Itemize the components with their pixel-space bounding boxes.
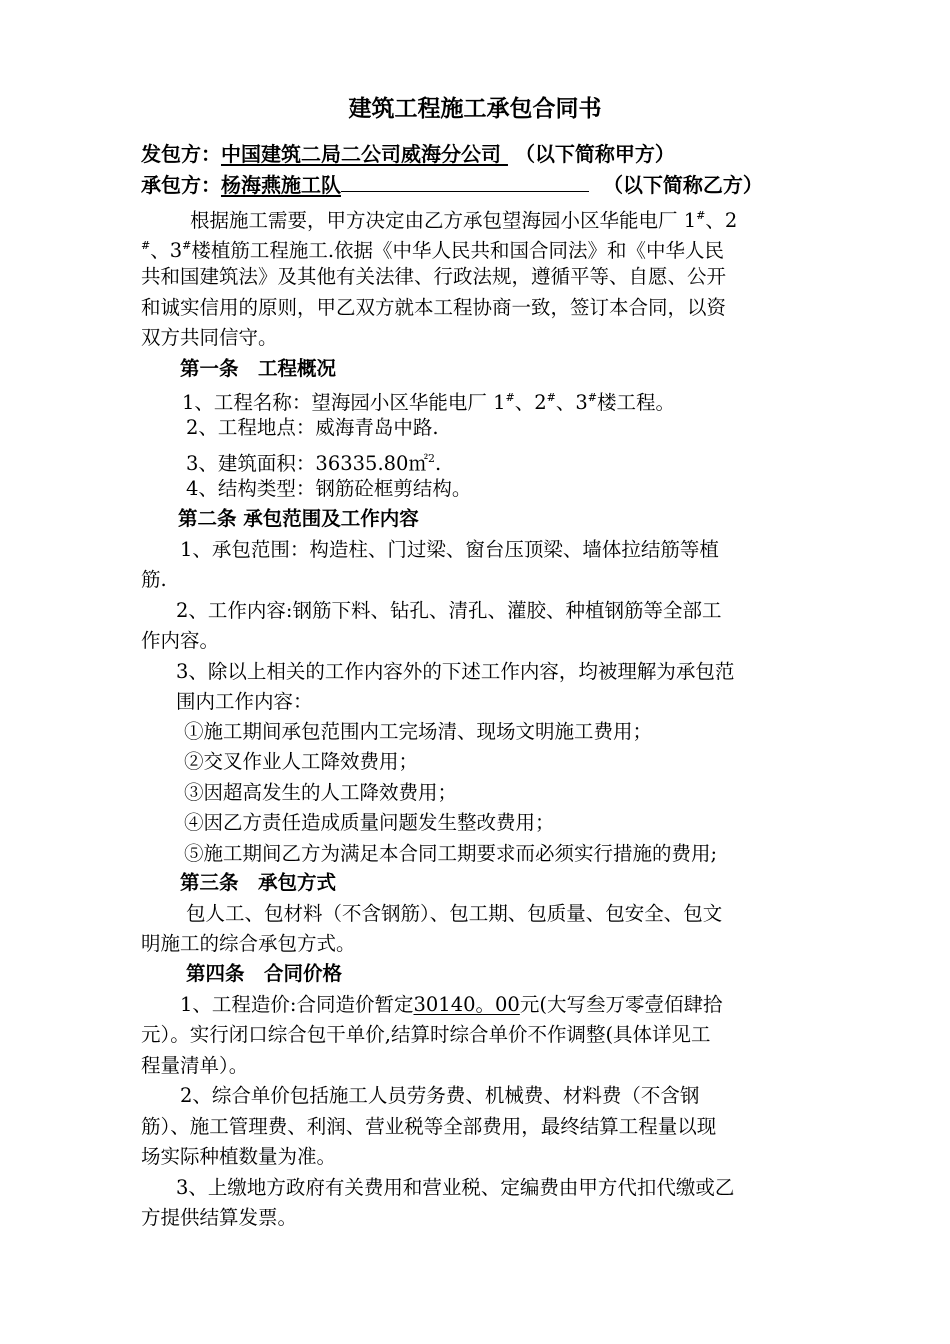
contract-amount: 30140。00	[413, 993, 520, 1016]
section-4-heading: 第四条 合同价格	[186, 962, 343, 985]
superscript-two: 2	[427, 452, 435, 465]
sec4-p1-line-1: 1、工程造价:合同造价暂定30140。00元(大写叁万零壹佰肆拾	[180, 993, 723, 1016]
sec2-list-item-5: ⑤施工期间乙方为满足本合同工期要求而必须实行措施的费用;	[184, 842, 718, 865]
employer-note: （以下简称甲方）	[514, 142, 675, 166]
sec4-p3-line-2: 方提供结算发票。	[141, 1206, 298, 1229]
sec2-list-item-2: ②交叉作业人工降效费用；	[184, 750, 419, 773]
sec1-item-2: 2、工程地点：威海青岛中路.	[186, 416, 439, 439]
intro-line-5: 双方共同信守。	[141, 326, 278, 349]
sec1-item-4: 4、结构类型：钢筋砼框剪结构。	[186, 477, 472, 500]
sec4-p2-line-2: 筋）、施工管理费、利润、营业税等全部费用，最终结算工程量以现	[141, 1115, 717, 1138]
sec2-list-item-1: ①施工期间承包范围内工完场清、现场文明施工费用；	[184, 720, 653, 743]
sec1-item-3: 3、建筑面积：36335.80㎡$^2$.	[186, 452, 442, 475]
number-sign: #	[587, 391, 598, 404]
sec2-p1-line-2: 筋.	[141, 568, 167, 591]
number-sign: #	[546, 391, 556, 404]
employer-name: 中国建筑二局二公司威海分公司	[221, 142, 501, 166]
section-1-heading: 第一条 工程概况	[180, 357, 337, 380]
intro-line-2: #、3#楼植筋工程施工.依据《中华人民共和国合同法》和《中华人民	[141, 239, 725, 262]
sec4-p2-line-1: 2、综合单价包括施工人员劳务费、机械费、材料费（不含钢	[180, 1084, 700, 1107]
intro-line-3: 共和国建筑法》及其他有关法律、行政法规，遵循平等、自愿、公开	[141, 265, 727, 288]
employer-label: 发包方：	[141, 142, 221, 166]
sec2-p2-line-2: 作内容。	[141, 629, 220, 652]
number-sign: #	[141, 239, 151, 252]
employer-line	[141, 139, 675, 169]
sec2-list-item-4: ④因乙方责任造成质量问题发生整改费用；	[184, 811, 555, 834]
sec4-p2-line-3: 场实际种植数量为准。	[141, 1145, 337, 1168]
contractor-name: 杨海燕施工队	[221, 173, 341, 197]
sec2-p1-line-1: 1、承包范围：构造柱、门过梁、窗台压顶梁、墙体拉结筋等植	[180, 538, 719, 561]
sec2-p3-line-2: 围内工作内容：	[176, 690, 313, 713]
sec2-p3-line-1: 3、除以上相关的工作内容外的下述工作内容，均被理解为承包范	[176, 660, 735, 683]
sec3-p1-line-1: 包人工、包材料（不含钢筋）、包工期、包质量、包安全、包文	[186, 902, 723, 925]
sec4-p1-line-3: 程量清单）。	[141, 1054, 249, 1077]
sec1-item-1: 1、工程名称：望海园小区华能电厂 1#、2#、3#楼工程。	[182, 391, 676, 414]
sec4-p3-line-1: 3、上缴地方政府有关费用和营业税、定编费由甲方代扣代缴或乙	[176, 1176, 735, 1199]
sec3-p1-line-2: 明施工的综合承包方式。	[141, 932, 356, 955]
intro-line-4: 和诚实信用的原则，甲乙双方就本工程协商一致，签订本合同，以资	[141, 296, 727, 319]
contractor-label: 承包方：	[141, 173, 221, 197]
section-3-heading: 第三条 承包方式	[180, 871, 337, 894]
intro-line-1: 根据施工需要，甲方决定由乙方承包望海园小区华能电厂 1#、2	[190, 209, 738, 232]
document-title: 建筑工程施工承包合同书	[348, 96, 602, 122]
number-sign: #	[696, 209, 706, 222]
section-2-heading: 第二条 承包范围及工作内容	[178, 507, 419, 530]
contractor-blank-line	[341, 169, 589, 192]
sec4-p1-line-2: 元）。实行闭口综合包干单价,结算时综合单价不作调整(具体详见工	[141, 1023, 711, 1046]
contractor-line	[141, 169, 763, 200]
sec2-list-item-3: ③因超高发生的人工降效费用；	[184, 781, 458, 804]
contractor-note: （以下简称乙方）	[602, 173, 763, 197]
number-sign: #	[505, 391, 515, 404]
number-sign: #	[182, 239, 192, 252]
sec2-p2-line-1: 2、工作内容:钢筋下料、钻孔、清孔、灌胶、种植钢筋等全部工	[176, 599, 722, 622]
